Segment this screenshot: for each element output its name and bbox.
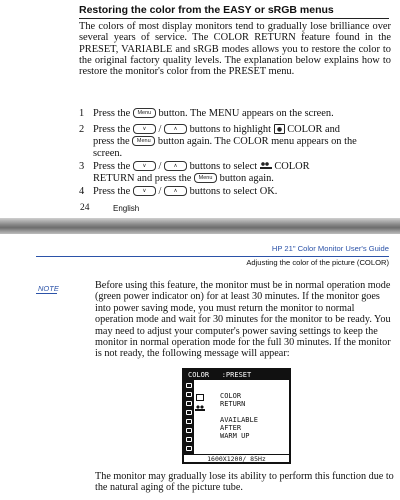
down-button-icon: ∨ [133,186,156,196]
color-return-icon [195,405,205,411]
step-text: Press the [93,186,131,197]
brightness-icon [186,383,192,388]
note-rule [36,293,57,294]
color-return-icon [260,162,272,169]
step-text: button again. [219,173,274,184]
language-icon [186,437,192,442]
step-text: Press the [93,124,131,135]
position-icon [186,410,192,415]
step-text: / [158,124,162,135]
step-number: 4 [79,186,85,197]
page-number: 24 [80,203,90,213]
intro-paragraph: The colors of most display monitors tend to gradually lose brilliance over several years of service. The COLOR RETURN feature found in the PRESET, VARIABLE and sRGB modes allows you to restore the color to the original factory quality levels. The explanation below explains how to restore the monitor's color from the PRESET menu. [79,21,391,78]
step-number: 2 [79,124,85,135]
step-text: / [158,161,162,172]
note-paragraph: Before using this feature, the monitor must be in normal operation mode (green power indicator on) for at least 30 minutes. If the monitor goes into power saving mode, you must return the monitor to normal operation mode and wait for 30 minutes for the monitor to be ready. You may need to adjust your computer's power saving settings to keep the monitor in normal operation mode for the full 30 minutes. If the monitor is not ready, the following message will appear: [95,280,391,360]
step-text: Press the [93,161,131,172]
osd-line-color: COLOR [220,392,242,400]
up-button-icon: ∧ [164,124,187,134]
color-mode-icon [196,394,204,401]
step-number: 3 [79,161,85,172]
step-text: press the [93,136,130,147]
osd-line-warmup: WARM UP [220,432,250,440]
down-button-icon: ∨ [133,161,156,171]
geometry-icon [186,419,192,424]
step-number: 1 [79,108,85,119]
running-header-section: Adjusting the color of the picture (COLOR) [246,258,389,267]
step-text: buttons to highlight [189,124,271,135]
osd-title-bar: COLOR :PRESET [184,370,289,380]
color-icon [186,428,192,433]
osd-line-available: AVAILABLE [220,416,258,424]
osd-screen [182,368,291,464]
running-header-guide: HP 21" Color Monitor User's Guide [271,244,389,253]
osd-line-return: RETURN [220,400,246,408]
up-button-icon: ∧ [164,186,187,196]
osd-resolution: 1600X1200/ 85Hz [184,454,289,463]
step-text: COLOR and [287,124,341,135]
step-text: / [158,186,162,197]
menu-button-icon: Menu [194,173,217,183]
step-text: COLOR [274,161,310,172]
down-button-icon: ∨ [133,124,156,134]
page-language: English [113,204,140,213]
step-text: RETURN and press the [93,173,192,184]
osd-icon-strip [184,380,194,454]
step-text: Press the [93,108,131,119]
title-rule [79,18,389,19]
note-label: NOTE [38,284,59,293]
step-text: button. The MENU appears on the screen. [158,108,334,119]
color-menu-icon [274,124,285,134]
step-text: screen. [93,148,123,159]
closing-paragraph: The monitor may gradually lose its ability to perform this function due to the natural aging of the picture tube. [95,471,394,494]
step-text: buttons to select [189,161,258,172]
step-text: button again. The COLOR menu appears on the [157,136,357,147]
info-icon [186,446,192,451]
step-text: buttons to select OK. [189,186,278,197]
page-separator [0,218,400,234]
menu-button-icon: Menu [132,136,155,146]
up-button-icon: ∧ [164,161,187,171]
menu-button-icon: Menu [133,108,156,118]
osd-line-after: AFTER [220,424,242,432]
size-icon [186,401,192,406]
header-rule [36,256,389,257]
section-title: Restoring the color from the EASY or sRGB menus [79,4,334,16]
contrast-icon [186,392,192,397]
